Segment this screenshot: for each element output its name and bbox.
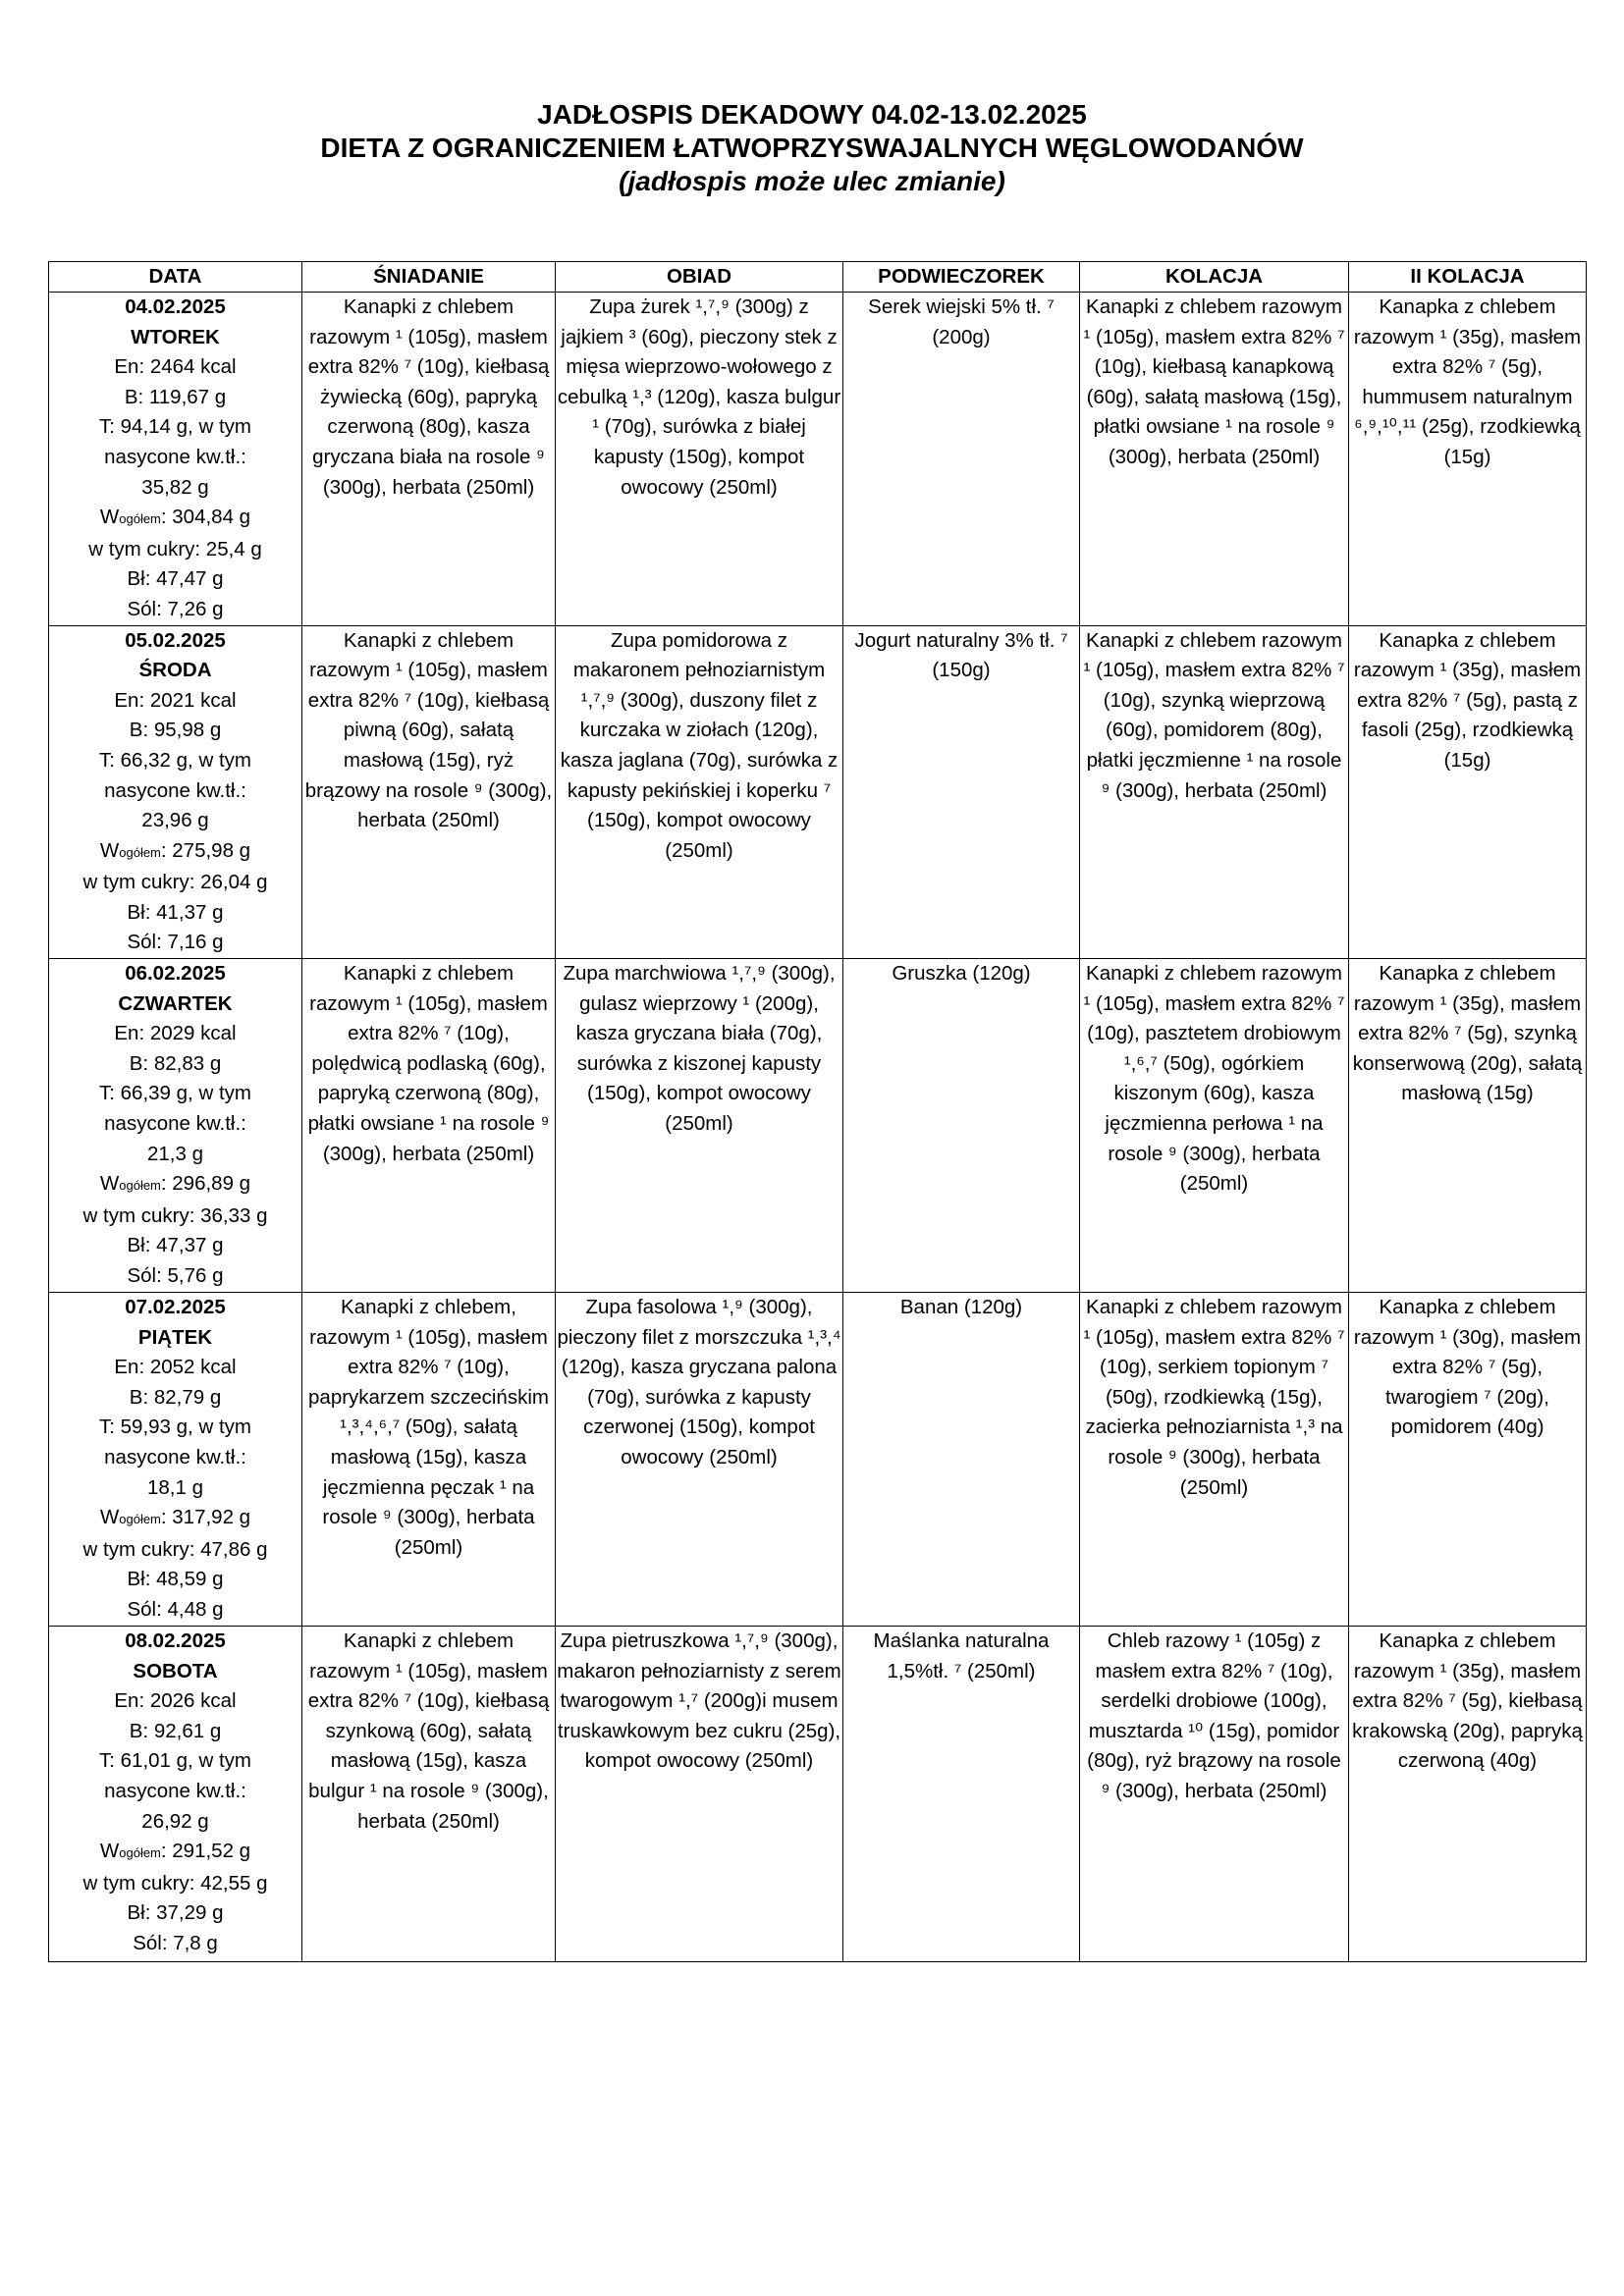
saturated-value: 35,82 g xyxy=(141,475,209,499)
carb-value: : 304,84 g xyxy=(160,506,251,529)
second-dinner-cell: Kanapka z chlebem razowym ¹ (30g), masłem extra 82% ⁷ (5g), twarogiem ⁷ (20g), pomidorem (40g) xyxy=(1349,1293,1587,1627)
dinner-cell: Kanapki z chlebem razowym ¹ (105g), masłem extra 82% ⁷ (10g), serkiem topionym ⁷ (50g), rzodkiewką (15g), zacierka pełnoziarnista ¹,³ na rosole ⁹ (300g), herbata (250ml) xyxy=(1080,1293,1349,1627)
table-row xyxy=(49,625,1587,959)
date-cell xyxy=(49,625,302,959)
carbohydrates xyxy=(50,503,300,535)
date: 04.02.2025 xyxy=(125,295,226,318)
breakfast-cell: Kanapki z chlebem, razowym ¹ (105g), masłem extra 82% ⁷ (10g), paprykarzem szczecińskim ¹,³,⁴,⁶,⁷ (50g), sałatą masłową (15g), kasza jęczmienna pęczak ¹ na rosole ⁹ (300g), herbata (250ml) xyxy=(302,1293,556,1627)
lunch-cell: Zupa pomidorowa z makaronem pełnoziarnistym ¹,⁷,⁹ (300g), duszony filet z kurczaka w ziołach (120g), kasza jaglana (70g), surówka z kapusty pekińskiej i koperku ⁷ (150g), kompot owocowy (250ml) xyxy=(556,625,843,959)
column-header-data: DATA xyxy=(49,262,302,293)
energy: En: 2026 kcal xyxy=(114,1689,237,1713)
date-cell xyxy=(49,1627,302,1962)
saturated-value: 23,96 g xyxy=(141,809,209,832)
weekday: PIĄTEK xyxy=(137,1325,213,1349)
carb-subscript: ogółem xyxy=(119,1845,161,1861)
sugars: w tym cukry: 36,33 g xyxy=(82,1203,268,1227)
second-dinner-cell: Kanapka z chlebem razowym ¹ (35g), masłem extra 82% ⁷ (5g), hummusem naturalnym ⁶,⁹,¹⁰,¹¹ (25g), rzodkiewką (15g) xyxy=(1349,293,1587,626)
carbohydrates xyxy=(50,1169,300,1201)
snack-cell: Jogurt naturalny 3% tł. ⁷ (150g) xyxy=(843,625,1080,959)
salt: Sól: 5,76 g xyxy=(127,1264,224,1287)
document-header xyxy=(0,98,1624,198)
second-dinner-cell: Kanapka z chlebem razowym ¹ (35g), masłem extra 82% ⁷ (5g), pastą z fasoli (25g), rzodkiewką (15g) xyxy=(1349,625,1587,959)
table-row xyxy=(49,959,1587,1293)
document-note: (jadłospis może ulec zmianie) xyxy=(619,166,1005,196)
fiber: Bł: 47,47 g xyxy=(127,567,224,591)
breakfast-cell: Kanapki z chlebem razowym ¹ (105g), masłem extra 82% ⁷ (10g), kiełbasą żywiecką (60g), papryką czerwoną (80g), kasza gryczana biała na rosole ⁹ (300g), herbata (250ml) xyxy=(302,293,556,626)
column-header-obiad: OBIAD xyxy=(556,262,843,293)
weekday: CZWARTEK xyxy=(118,991,233,1015)
carb-subscript: ogółem xyxy=(119,844,161,860)
date: 08.02.2025 xyxy=(125,1629,226,1653)
carb-value: : 291,52 g xyxy=(160,1840,251,1863)
energy: En: 2052 kcal xyxy=(114,1356,237,1379)
dinner-cell: Kanapki z chlebem razowym ¹ (105g), masłem extra 82% ⁷ (10g), kiełbasą kanapkową (60g), sałatą masłową (15g), płatki owsiane ¹ na rosole ⁹ (300g), herbata (250ml) xyxy=(1080,293,1349,626)
fat: T: 94,14 g, w tym xyxy=(99,415,251,439)
lunch-cell: Zupa marchwiowa ¹,⁷,⁹ (300g), gulasz wieprzowy ¹ (200g), kasza gryczana biała (70g), surówka z kiszonej kapusty (150g), kompot owocowy (250ml) xyxy=(556,959,843,1293)
breakfast-cell: Kanapki z chlebem razowym ¹ (105g), masłem extra 82% ⁷ (10g), polędwicą podlaską (60g), papryką czerwoną (80g), płatki owsiane ¹ na rosole ⁹ (300g), herbata (250ml) xyxy=(302,959,556,1293)
protein: B: 119,67 g xyxy=(124,385,227,408)
energy: En: 2464 kcal xyxy=(114,355,237,379)
saturated-value: 18,1 g xyxy=(147,1475,203,1499)
breakfast-cell: Kanapki z chlebem razowym ¹ (105g), masłem extra 82% ⁷ (10g), kiełbasą szynkową (60g), sałatą masłową (15g), kasza bulgur ¹ na rosole ⁹ (300g), herbata (250ml) xyxy=(302,1627,556,1962)
saturated-value: 21,3 g xyxy=(147,1142,203,1165)
saturated-label: nasycone kw.tł.: xyxy=(104,1112,246,1136)
carb-symbol: W xyxy=(99,1172,120,1196)
fat: T: 66,32 g, w tym xyxy=(99,748,251,772)
dinner-cell: Chleb razowy ¹ (105g) z masłem extra 82% ⁷ (10g), serdelki drobiowe (100g), musztarda ¹⁰ (15g), pomidor (80g), ryż brązowy na rosole ⁹ (300g), herbata (250ml) xyxy=(1080,1627,1349,1962)
saturated-label: nasycone kw.tł.: xyxy=(104,1446,246,1469)
column-header-ii-kolacja: II KOLACJA xyxy=(1349,262,1587,293)
salt: Sól: 7,8 g xyxy=(133,1932,218,1954)
document-subtitle: DIETA Z OGRANICZENIEM ŁATWOPRZYSWAJALNYCH WĘGLOWODANÓW xyxy=(320,133,1304,163)
carb-symbol: W xyxy=(99,838,120,862)
dinner-cell: Kanapki z chlebem razowym ¹ (105g), masłem extra 82% ⁷ (10g), pasztetem drobiowym ¹,⁶,⁷ (50g), ogórkiem kiszonym (60g), kasza jęczmienna perłowa ¹ na rosole ⁹ (300g), herbata (250ml) xyxy=(1080,959,1349,1293)
column-header-kolacja: KOLACJA xyxy=(1080,262,1349,293)
date: 06.02.2025 xyxy=(125,962,226,986)
fat: T: 59,93 g, w tym xyxy=(99,1415,251,1439)
salt: Sól: 4,48 g xyxy=(127,1598,224,1621)
saturated-label: nasycone kw.tł.: xyxy=(104,1780,246,1803)
fiber: Bł: 41,37 g xyxy=(127,900,224,924)
carb-subscript: ogółem xyxy=(119,1512,161,1527)
sugars: w tym cukry: 26,04 g xyxy=(82,871,268,894)
header-row xyxy=(49,262,1587,293)
document-title: JADŁOSPIS DEKADOWY 04.02-13.02.2025 xyxy=(537,99,1087,130)
carb-value: : 275,98 g xyxy=(160,838,251,862)
date-cell xyxy=(49,1293,302,1627)
lunch-cell: Zupa pietruszkowa ¹,⁷,⁹ (300g), makaron pełnoziarnisty z serem twarogowym ¹,⁷ (200g)i musem truskawkowym bez cukru (25g), kompot owocowy (250ml) xyxy=(556,1627,843,1962)
carb-symbol: W xyxy=(99,1506,120,1529)
salt: Sól: 7,16 g xyxy=(127,931,224,954)
weekday: WTOREK xyxy=(131,325,220,348)
carbohydrates xyxy=(50,836,300,869)
breakfast-cell: Kanapki z chlebem razowym ¹ (105g), masłem extra 82% ⁷ (10g), kiełbasą piwną (60g), sałatą masłową (15g), ryż brązowy na rosole ⁹ (300g), herbata (250ml) xyxy=(302,625,556,959)
snack-cell: Gruszka (120g) xyxy=(843,959,1080,1293)
energy: En: 2029 kcal xyxy=(114,1022,237,1045)
dinner-cell: Kanapki z chlebem razowym ¹ (105g), masłem extra 82% ⁷ (10g), szynką wieprzową (60g), pomidorem (80g), płatki jęczmienne ¹ na rosole ⁹ (300g), herbata (250ml) xyxy=(1080,625,1349,959)
carb-subscript: ogółem xyxy=(119,1178,161,1194)
column-header-sniadanie: ŚNIADANIE xyxy=(302,262,556,293)
carb-symbol: W xyxy=(99,506,120,529)
protein: B: 92,61 g xyxy=(129,1719,222,1742)
snack-cell: Maślanka naturalna 1,5%tł. ⁷ (250ml) xyxy=(843,1627,1080,1962)
carb-symbol: W xyxy=(99,1840,120,1863)
saturated-value: 26,92 g xyxy=(141,1809,209,1833)
salt: Sól: 7,26 g xyxy=(127,597,224,620)
table-row xyxy=(49,293,1587,626)
carb-subscript: ogółem xyxy=(119,511,161,527)
saturated-label: nasycone kw.tł.: xyxy=(104,445,246,468)
snack-cell: Serek wiejski 5% tł. ⁷ (200g) xyxy=(843,293,1080,626)
fiber: Bł: 37,29 g xyxy=(127,1901,224,1925)
column-header-podwieczorek: PODWIECZOREK xyxy=(843,262,1080,293)
protein: B: 82,79 g xyxy=(129,1385,222,1409)
menu-table xyxy=(48,261,1587,1962)
carb-value: : 317,92 g xyxy=(160,1506,251,1529)
second-dinner-cell: Kanapka z chlebem razowym ¹ (35g), masłem extra 82% ⁷ (5g), szynką konserwową (20g), sałatą masłową (15g) xyxy=(1349,959,1587,1293)
second-dinner-cell: Kanapka z chlebem razowym ¹ (35g), masłem extra 82% ⁷ (5g), kiełbasą krakowską (20g), papryką czerwoną (40g) xyxy=(1349,1627,1587,1962)
snack-cell: Banan (120g) xyxy=(843,1293,1080,1627)
carb-value: : 296,89 g xyxy=(160,1172,251,1196)
saturated-label: nasycone kw.tł.: xyxy=(104,778,246,802)
carbohydrates xyxy=(50,1503,300,1535)
protein: B: 82,83 g xyxy=(129,1051,222,1075)
date-cell xyxy=(49,959,302,1293)
table-row xyxy=(49,1627,1587,1962)
fiber: Bł: 47,37 g xyxy=(127,1234,224,1257)
date: 07.02.2025 xyxy=(125,1296,226,1319)
lunch-cell: Zupa fasolowa ¹,⁹ (300g), pieczony filet z morszczuka ¹,³,⁴ (120g), kasza gryczana palona (70g), surówka z kapusty czerwonej (150g), kompot owocowy (250ml) xyxy=(556,1293,843,1627)
protein: B: 95,98 g xyxy=(129,719,222,742)
table-row xyxy=(49,1293,1587,1627)
lunch-cell: Zupa żurek ¹,⁷,⁹ (300g) z jajkiem ³ (60g), pieczony stek z mięsa wieprzowo-wołowego z cebulką ¹,³ (120g), kasza bulgur ¹ (70g), surówka z białej kapusty (150g), kompot owocowy (250ml) xyxy=(556,293,843,626)
fat: T: 61,01 g, w tym xyxy=(99,1749,251,1773)
fat: T: 66,39 g, w tym xyxy=(99,1082,251,1105)
date-cell xyxy=(49,293,302,626)
sugars: w tym cukry: 42,55 g xyxy=(82,1871,268,1895)
sugars: w tym cukry: 47,86 g xyxy=(82,1537,268,1561)
fiber: Bł: 48,59 g xyxy=(127,1568,224,1591)
weekday: SOBOTA xyxy=(133,1659,218,1682)
weekday: ŚRODA xyxy=(138,659,212,682)
sugars: w tym cukry: 25,4 g xyxy=(88,537,262,561)
carbohydrates xyxy=(50,1837,300,1869)
energy: En: 2021 kcal xyxy=(114,688,237,712)
date: 05.02.2025 xyxy=(125,628,226,652)
